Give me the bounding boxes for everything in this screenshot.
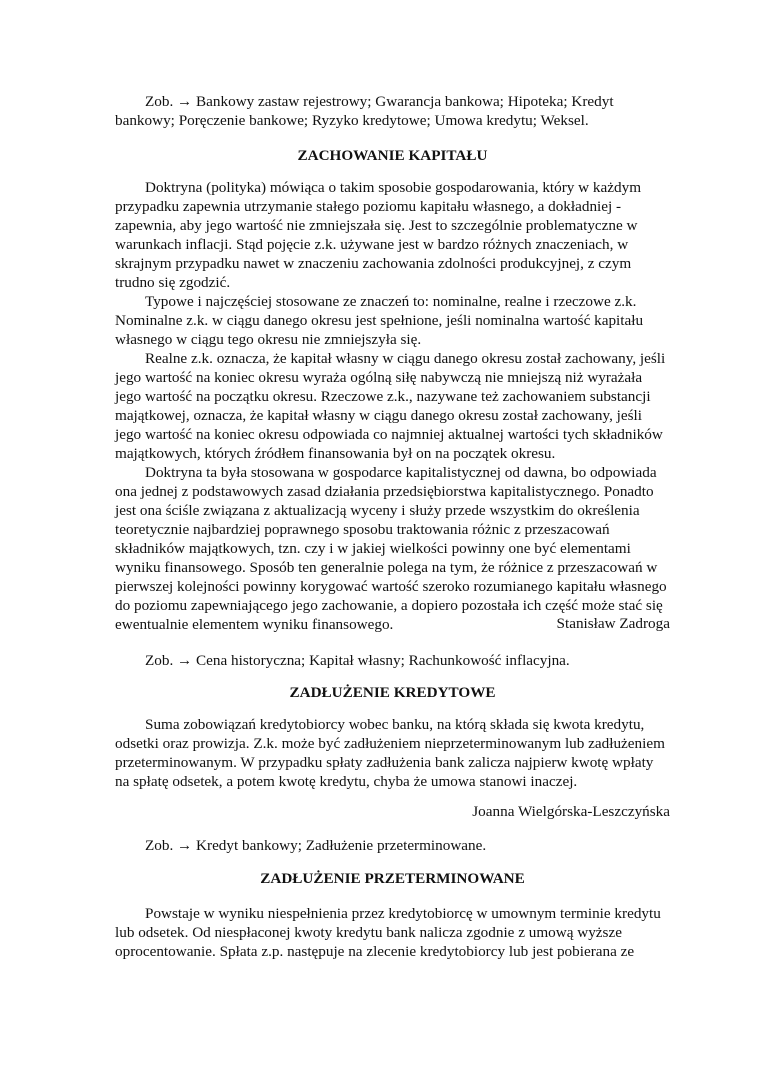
section-body-zadluzenie-przeterminowane [115,904,670,961]
paragraph: Doktryna ta była stosowana w gospodarce kapitalistycznej od dawna, bo odpowiada ona jednej z podstawowych zasad działania przedsiębiorstwa kapitalistycznego. Ponadto jest ona ściśle związana z aktualizacją wyceny i służy przede wszystkim do określenia teoretycznie najbardziej poprawnego sposobu traktowania różnic z przeszacowań składników majątkowych, tzn. czy i w jakiej wielkości powinny one być elementami wyniku finansowego. Sposób ten generalnie polega na tym, że różnice z przeszacowań w pierwszej kolejności powinny korygować wartość szeroko rozumianego kapitału własnego do poziomu zapewniającego jego zachowanie, a dopiero pozostała ich część może stać się ewentualnie elementem wyniku finansowego. [115,464,667,633]
see-also-text: Zob. → Cena historyczna; Kapitał własny; Rachunkowość inflacyjna. [145,652,570,669]
see-also-paragraph [115,836,670,855]
section-body-zachowanie-kapitalu [115,178,670,634]
paragraph: Suma zobowiązań kredytobiorcy wobec banku, na którą składa się kwota kredytu, odsetki oraz prowizja. Z.k. może być zadłużeniem nieprzeterminowanym lub zadłużeniem przeterminowanym. W przypadku spłaty zadłużenia bank zalicza najpierw kwotę wpłaty na spłatę odsetek, a potem kwotę kredytu, chyba że umowa stanowi inaczej. [115,716,665,790]
section-heading-zadluzenie-przeterminowane: ZADŁUŻENIE PRZETERMINOWANE [260,870,525,887]
paragraph: Doktryna (polityka) mówiąca o takim sposobie gospodarowania, który w każdym przypadku zapewnia utrzymanie stałego poziomu kapitału własnego, a dokładniej - zapewnia, aby jego wartość nie zmniejszała się. Jest to szczególnie problematyczne w warunkach inflacji. Stąd pojęcie z.k. używane jest w bardzo różnych znaczeniach, w skrajnym przypadku nawet w znaczeniu zachowania zdolności produkcyjnej, z czym trudno się zgodzić. [115,179,642,291]
section-heading-zadluzenie-kredytowe: ZADŁUŻENIE KREDYTOWE [289,684,496,701]
see-also-text: Zob. → Kredyt bankowy; Zadłużenie przeterminowane. [145,837,487,854]
section-body-zadluzenie-kredytowe [115,715,670,791]
see-also-text: Zob. → Bankowy zastaw rejestrowy; Gwarancja bankowa; Hipoteka; Kredyt bankowy; Poręczenie bankowe; Ryzyko kredytowe; Umowa kredytu; Weksel. [115,93,614,129]
see-also-paragraph [115,651,670,670]
section-heading-zachowanie-kapitalu: ZACHOWANIE KAPITAŁU [297,147,488,164]
paragraph: Realne z.k. oznacza, że kapitał własny w ciągu danego okresu został zachowany, jeśli jego wartość na koniec okresu wyraża ogólną siłę nabywczą nie mniejszą niż wyrażała jego wartość na początku okresu. Rzeczowe z.k., nazywane też zachowaniem substancji majątkowej, oznacza, że kapitał własny w ciągu danego okresu został zachowany, jeśli jego wartość na koniec okresu odpowiada co najmniej aktualnej wartości tych składników majątkowych, których źródłem finansowania był on na początek okresu. [115,350,666,462]
see-also-paragraph [115,92,670,130]
author-signature: Joanna Wielgórska-Leszczyńska [472,803,670,820]
paragraph: Powstaje w wyniku niespełnienia przez kredytobiorcę w umownym terminie kredytu lub odsetek. Od niespłaconej kwoty kredytu bank nalicza zgodnie z umową wyższe oprocentowanie. Spłata z.p. następuje na zlecenie kredytobiorcy lub jest pobierana ze [115,905,661,960]
author-signature: Stanisław Zadroga [556,615,670,632]
paragraph: Typowe i najczęściej stosowane ze znaczeń to: nominalne, realne i rzeczowe z.k. Nominalne z.k. w ciągu danego okresu jest spełnione, jeśli nominalna wartość kapitału własnego w ciągu tego okresu nie zmniejszyła się. [115,293,644,348]
